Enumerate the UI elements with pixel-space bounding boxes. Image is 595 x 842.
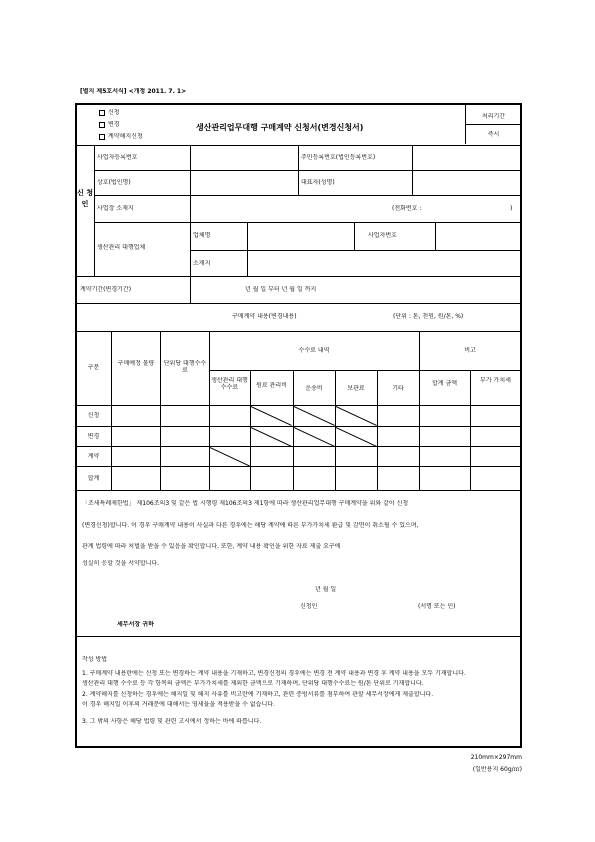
group-etc: 비고: [464, 347, 476, 354]
agency-name-label: 업체명: [193, 232, 211, 239]
option-label-3: 계약해지신청: [108, 133, 143, 140]
notes-title: 작성 방법: [82, 656, 108, 663]
option-label-1: 신청: [108, 109, 120, 116]
sub-col-1: 생산관리 대행 수수료: [211, 377, 248, 391]
row-label-4: 합계: [87, 475, 100, 482]
applicant-side-label: 신 청 인: [77, 189, 93, 208]
processing-label: 처리기간: [481, 113, 506, 120]
sub-col-6: 합계 금액: [431, 380, 458, 387]
col-category: 구분: [87, 364, 100, 371]
declaration-date: 년 월 일: [315, 586, 337, 593]
sub-col-3: 운송비: [305, 385, 323, 392]
recipient: 세무서장 귀하: [117, 621, 154, 628]
agency-label: 생산관리 대행업체: [97, 244, 146, 251]
note-line-5: 3. 그 밖의 사항은 해당 법령 및 관련 고시에서 정하는 바에 따릅니다.: [82, 718, 262, 725]
option-checkbox-2[interactable]: [99, 122, 105, 128]
form-title: 생산관리업무대행 구매계약 신청서(변경신청서): [196, 123, 364, 132]
row-label-1: 신청: [87, 412, 100, 419]
option-checkbox-3[interactable]: [99, 134, 105, 140]
declaration-line-4: 성실히 응할 것을 서약합니다.: [82, 560, 160, 567]
agency-address-label: 소재지: [193, 260, 211, 267]
row-label-3: 계약: [87, 453, 100, 460]
note-line-2: 생산관리 대행 수수료 등 각 항목의 금액은 부가가치세를 제외한 금액으로 기재하며, 단위당 대행수수료는 원/톤 단위로 기재합니다.: [82, 680, 424, 687]
sub-col-4: 보관료: [347, 385, 365, 392]
business-reg-label: 사업자등록번호: [97, 154, 138, 161]
sub-col-5: 기타: [392, 385, 404, 392]
paper-weight: (일반용지 60g/㎡): [472, 766, 522, 773]
option-label-2: 변경: [108, 121, 120, 128]
sub-col-7: 부가 가치세: [480, 377, 511, 384]
address-label: 사업장 소재지: [97, 205, 134, 212]
period-value: 년 월 일 부터 년 월 일 까지: [245, 286, 317, 293]
phone-close: ): [510, 205, 513, 212]
agency-bizno-label: 사업자번호: [368, 232, 397, 239]
paper-size: 210mm×297mm: [470, 754, 522, 761]
option-checkbox-1[interactable]: [99, 110, 105, 116]
declaration-line-1: 「조세특례제한법」 제106조의3 및 같은 법 시행령 제106조의3 제1항에 따라 생산관리업무대행 구매계약을 위와 같이 신청: [82, 500, 409, 507]
note-line-3: 2. 계약해지를 신청하는 경우에는 해지일 및 해지 사유를 비고란에 기재하고, 관련 증빙서류를 첨부하여 관할 세무서장에게 제출합니다.: [82, 691, 434, 698]
declaration-line-3: 관계 법령에 따라 처벌을 받을 수 있음을 확인합니다. 또한, 계약 내용 확인을 위한 자료 제출 요구에: [82, 543, 341, 550]
col-qty: 구매예정 물량: [117, 360, 155, 367]
form-number: [별지 제5호서식] <개정 2011. 7. 1>: [80, 88, 187, 95]
note-line-1: 1. 구매계약 내용란에는 신청 또는 변경하는 계약 내용을 기재하고, 변경신청의 경우에는 변경 전 계약 내용과 변경 후 계약 내용을 모두 기재합니다.: [82, 670, 466, 677]
declaration-signature: (서명 또는 인): [418, 603, 456, 610]
company-name-label: 상호(법인명): [97, 179, 131, 186]
declaration-line-2: (변경신청)합니다. 이 경우 구매계약 내용이 사실과 다른 경우에는 해당 계약에 따른 부가가치세 환급 및 감면이 취소될 수 있으며,: [82, 522, 419, 529]
contract-summary-label: 구매계약 내용(변경내용): [232, 313, 297, 320]
col-unit-fee: 단위당 대행수수료: [163, 360, 207, 374]
row-label-2: 변경: [87, 433, 100, 440]
period-label: 계약기간(변경기간): [80, 286, 132, 293]
note-line-4: 이 경우 해지일 이후의 거래분에 대해서는 영세율을 적용받을 수 없습니다.: [82, 701, 275, 708]
group-fee-detail: 수수료 내역: [298, 347, 330, 354]
processing-value: 즉시: [487, 131, 500, 138]
resident-reg-label: 주민등록번호(법인등록번호): [301, 154, 376, 161]
sub-col-2: 원료 관리비: [256, 382, 287, 389]
representative-label: 대표자(성명): [301, 179, 335, 186]
declaration-applicant: 신청인: [300, 603, 318, 610]
contract-unit-note: (단위 : 톤, 천원, 원/톤, %): [393, 313, 464, 320]
phone-label: (전화번호 :: [392, 205, 422, 212]
